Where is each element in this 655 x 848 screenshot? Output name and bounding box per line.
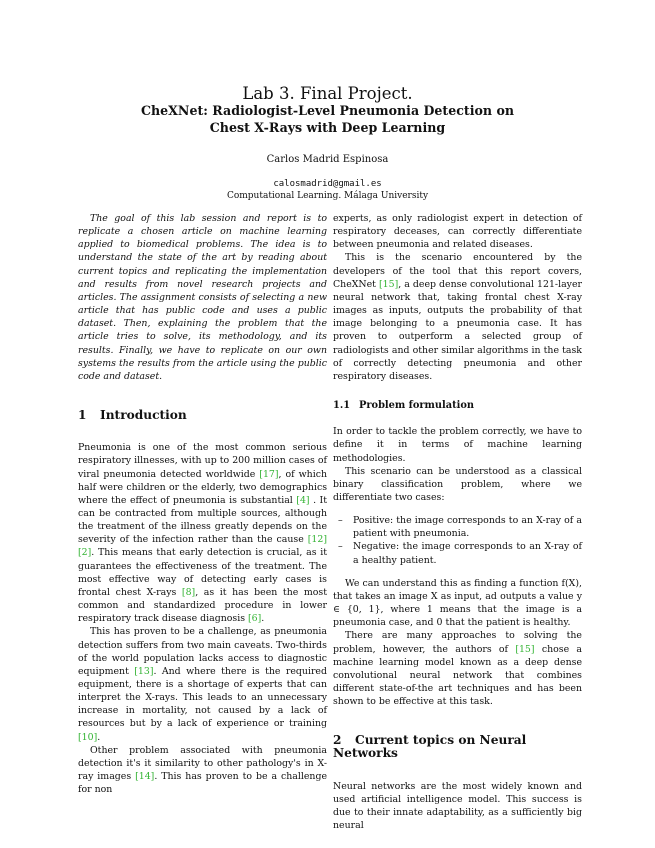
subtitle-line-1: CheXNet: Radiologist-Level Pneumonia Detection on — [140, 103, 515, 118]
paragraph: Pneumonia is one of the most common serious respiratory illnesses, with up to 200 million cases of viral pneumonia detected worldwide [17], of which half were children or the elderly, two demographics where the effect of pneumonia is substantial [4] . It can be contracted from multiple sources, although the treatment of the illness greatly depends on the severity of the infection rather than the cause [12] [2]. This means that early detection is crucial, as it guarantees the effectiveness of the treatment. The most effective way of detecting early cases is frontal chest X-rays [8], as it has been the most common and standardized procedure in lower respiratory track disease diagnosis [6]. — [78, 442, 327, 625]
paragraph: experts, as only radiologist expert in detection of respiratory deceases, can correctly differentiate between pneumonia and related diseases. — [333, 213, 582, 251]
paragraph: We can understand this as finding a function f(X), that takes an image X as input, ad outputs a value y ∈ {0, 1}, where 1 means that the image is a pneumonia case, and 0 that the patient is healthy. — [333, 577, 582, 629]
subsection-heading-problem-formulation — [333, 399, 582, 412]
paragraph: There are many approaches to solving the problem, however, the authors of [15] chose a machine learning model known as a deep dense convolutional neural network that combines different state-of-the art techniques and has been shown to be effective at this task. — [333, 630, 583, 708]
paragraph: Other problem associated with pneumonia detection it's it similarity to other pathology's in X-ray images [14]. This has proven to be a challenge for non — [78, 744, 328, 796]
citation-link[interactable]: [6] — [248, 613, 262, 625]
list-item: – Negative: the image corresponds to an X-ray of a healthy patient. — [338, 541, 582, 566]
author-email[interactable]: calosmadrid@gmail.es — [273, 179, 382, 189]
dash-bullet-icon: – — [338, 515, 343, 527]
author-affiliation: Computational Learning. Málaga University — [226, 191, 429, 201]
section-heading-introduction — [78, 409, 327, 422]
subsection-number: 1.1 — [333, 400, 351, 412]
left-column — [78, 212, 327, 796]
section-heading-current-topics — [333, 734, 582, 760]
citation-link[interactable]: [15] — [379, 278, 399, 290]
section-title: Current topics on Neural Networks — [333, 733, 527, 761]
case-list — [333, 514, 582, 567]
section-title: Introduction — [100, 408, 187, 423]
section-number: 1 — [78, 408, 87, 423]
paragraph: Neural networks are the most widely known and used artificial intelligence model. This success is due to their innate adaptability, as a sufficiently big neural — [333, 780, 582, 832]
citation-link[interactable]: [13] — [134, 665, 154, 677]
paragraph: This is the scenario encountered by the developers of the tool that this report covers, CheXNet [15], a deep dense convolutional 121-layer neural network that, taking frontal chest X-ray images as inputs, outputs the probability of that image belonging to a pneumonia case. It has proven to outperform a selected group of radiologists and other similar algorithms in the task of correctly detecting pneumonia and other respiratory diseases. — [333, 252, 582, 382]
abstract: The goal of this lab session and report is to replicate a chosen article on machine learning applied to biomedical problems. The idea is to understand the state of the art by reading about current topics and replicating the implementation and results from novel research projects and articles. The assignment consists of selecting a new article that has public code and uses a public dataset. Then, explaining the problem that the article tries to solve, its methodology, and its results. Finally, we have to replicate on our own systems the results from the article using the public code and dataset. — [78, 213, 327, 382]
dash-bullet-icon: – — [338, 541, 343, 553]
citation-link[interactable]: [14] — [135, 771, 155, 783]
citation-link[interactable]: [15] — [515, 643, 535, 655]
author-name: Carlos Madrid Espinosa — [266, 154, 389, 165]
citation-link[interactable]: [4] — [296, 494, 310, 506]
paragraph: This scenario can be understood as a classical binary classification problem, where we differentiate two cases: — [333, 465, 582, 503]
section-number: 2 — [333, 733, 342, 748]
citation-link[interactable]: [8] — [181, 586, 196, 598]
paragraph: In order to tackle the problem correctly, we have to define it in terms of machine learning methodologies. — [333, 426, 582, 464]
citation-link[interactable]: [12] — [307, 534, 327, 546]
subtitle-line-2: Chest X-Rays with Deep Learning — [209, 120, 446, 135]
paper-subtitle — [0, 102, 655, 136]
citation-link[interactable]: [2] — [78, 547, 92, 559]
subsection-title: Problem formulation — [359, 400, 475, 412]
paragraph: This has proven to be a challenge, as pneumonia detection suffers from two main caveats. Two-thirds of the world population lacks access to diagnostic equipment [13]. And where there is the required equipment, there is a shortage of experts that can interpret the X-rays. This leads to an unnecessary increase in mortality, not caused by a lack of resources but by a lack of experience or training [10]. — [78, 626, 327, 743]
paper-title: Lab 3. Final Project. — [242, 84, 413, 103]
list-item: – Positive: the image corresponds to an X-ray of a patient with pneumonia. — [338, 515, 582, 540]
citation-link[interactable]: [10] — [78, 731, 98, 743]
right-column — [333, 212, 582, 832]
citation-link[interactable]: [17] — [259, 468, 279, 480]
